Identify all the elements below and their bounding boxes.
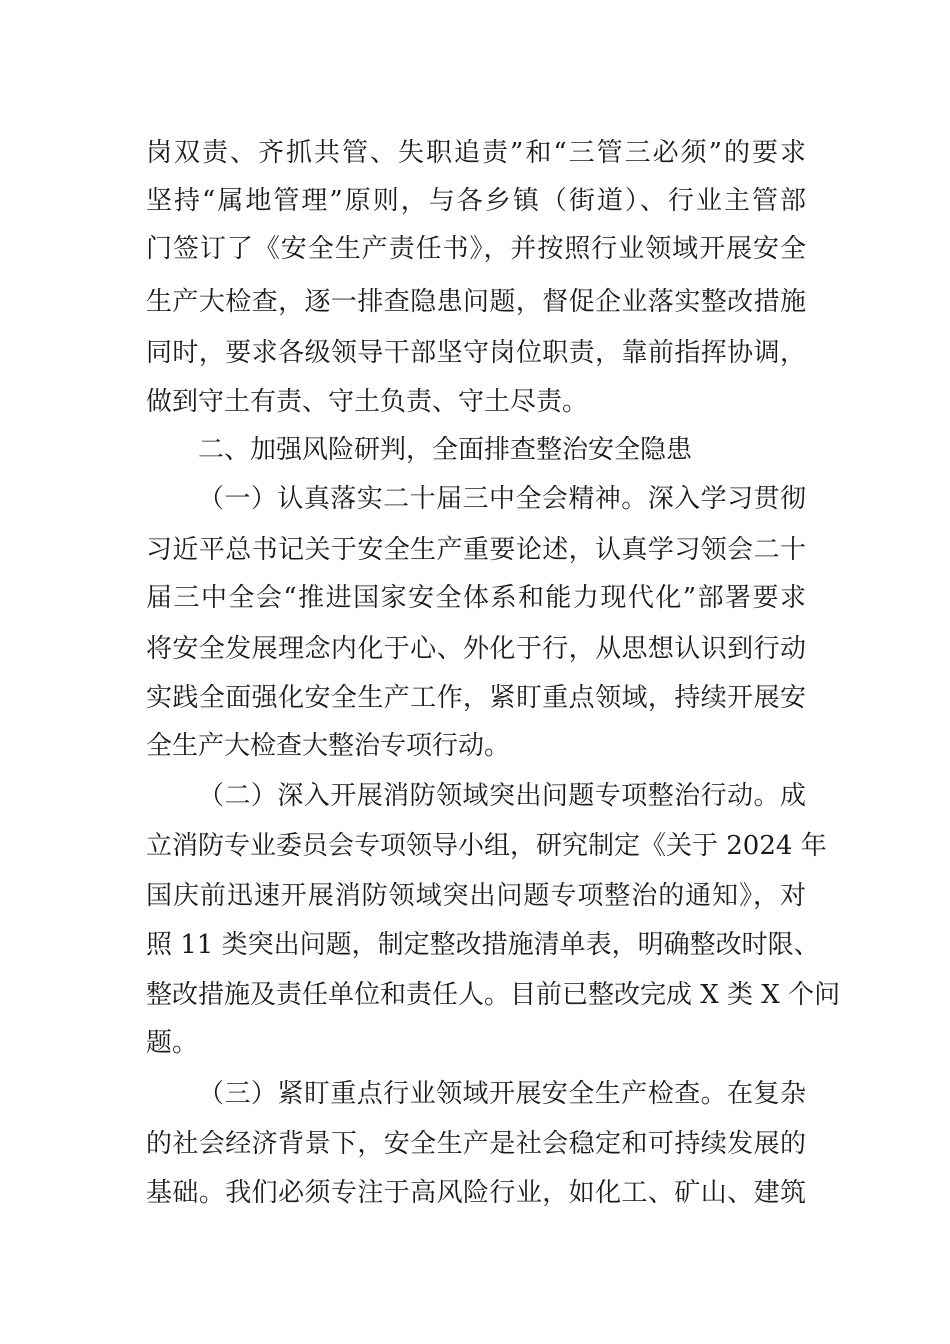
paragraph-1-first-line: （一）认真落实二十届三中全会精神。深入学习贯彻 (198, 484, 806, 514)
text-line-22: 基础。我们必须专注于高风险行业，如化工、矿山、建筑 (146, 1178, 806, 1208)
section-heading: 二、加强风险研判，全面排查整治安全隐患 (198, 435, 693, 465)
text-line-13: 全生产大检查大整治专项行动。 (146, 731, 511, 761)
text-line-5: 同时，要求各级领导干部坚守岗位职责，靠前指挥协调， (146, 338, 806, 368)
text-line-21: 的社会经济背景下，安全生产是社会稳定和可持续发展的 (146, 1129, 806, 1159)
text-line-18: 整改措施及责任单位和责任人。目前已整改完成 X 类 X 个问 (146, 980, 841, 1010)
text-line-3: 门签订了《安全生产责任书》，并按照行业领域开展安全 (146, 234, 806, 264)
text-line-16: 国庆前迅速开展消防领域突出问题专项整治的通知》，对 (146, 881, 806, 911)
text-line-6: 做到守土有责、守土负责、守土尽责。 (146, 387, 589, 417)
text-line-15: 立消防专业委员会专项领导小组，研究制定《关于 2024 年 (146, 831, 827, 861)
text-line-10: 届三中全会“推进国家安全体系和能力现代化”部署要求 (146, 583, 806, 613)
text-line-12: 实践全面强化安全生产工作，紧盯重点领域，持续开展安 (146, 683, 806, 713)
text-line-4: 生产大检查，逐一排查隐患问题，督促企业落实整改措施 (146, 287, 806, 317)
paragraph-3-first-line: （三）紧盯重点行业领域开展安全生产检查。在复杂 (198, 1079, 806, 1109)
text-line-2: 坚持“属地管理”原则，与各乡镇（街道）、行业主管部 (146, 186, 806, 216)
text-line-17: 照 11 类突出问题，制定整改措施清单表，明确整改时限、 (146, 930, 820, 960)
paragraph-2-first-line: （二）深入开展消防领域突出问题专项整治行动。成 (198, 781, 806, 811)
text-line-1: 岗双责、齐抓共管、失职追责”和“三管三必须”的要求 (146, 138, 806, 168)
text-line-9: 习近平总书记关于安全生产重要论述，认真学习领会二十 (146, 535, 806, 565)
text-line-19: 题。 (146, 1028, 199, 1058)
text-line-11: 将安全发展理念内化于心、外化于行，从思想认识到行动 (146, 634, 806, 664)
